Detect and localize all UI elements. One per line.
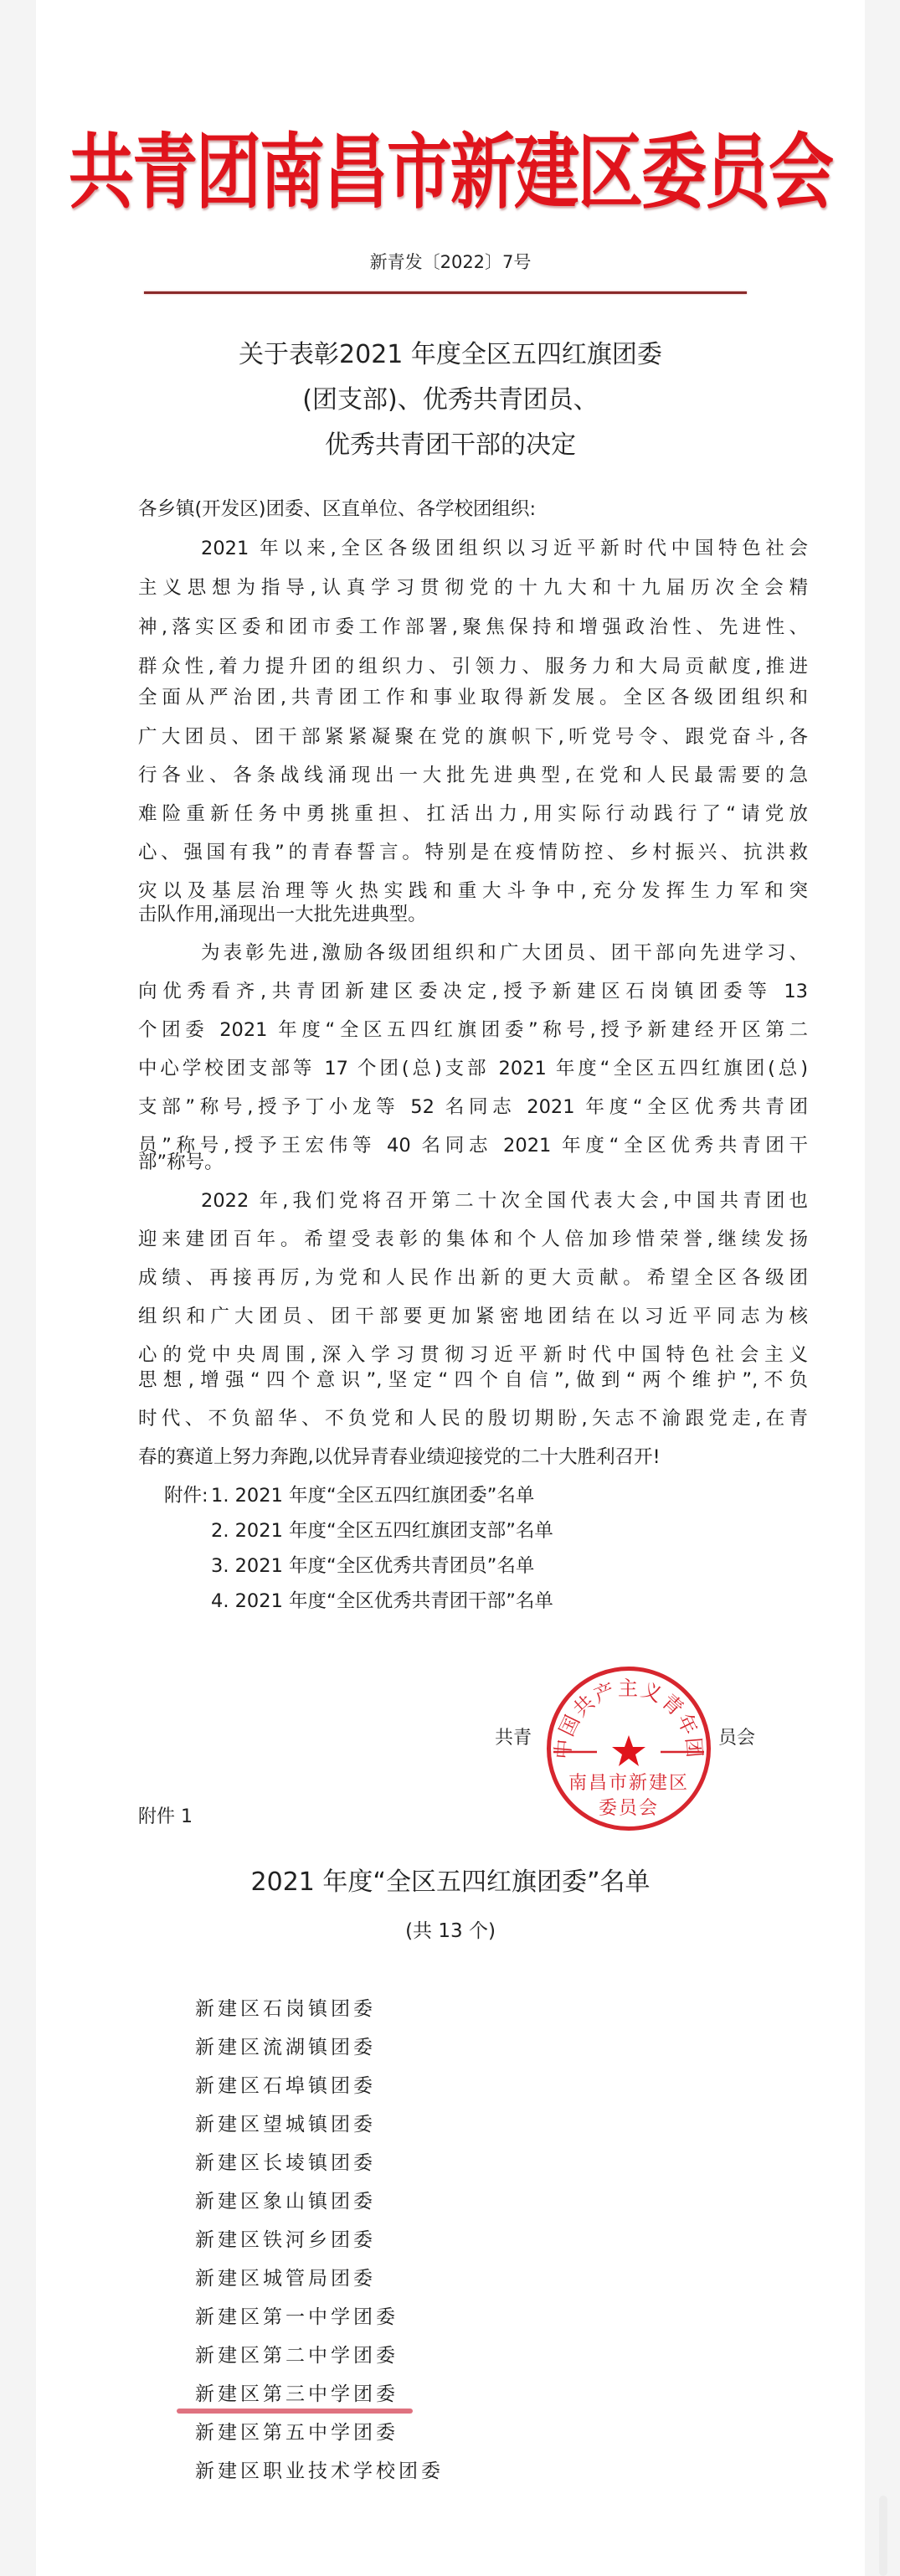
seal-graphic-icon [547,1667,711,1831]
annex-list-item: 新建区石埠镇团委 [195,2075,376,2097]
scrollbar[interactable] [879,2496,887,2576]
official-seal [547,1667,711,1831]
annex-label: 附件 1 [138,1806,193,1827]
attachment-item: 1. 2021 年度“全区五四红旗团委”名单 [211,1485,535,1507]
annex-list-item: 新建区石岗镇团委 [195,1998,376,2020]
annex-list-item-highlighted: 新建区第三中学团委 [195,2383,399,2405]
document-number: 新青发〔2022〕7号 [369,252,532,272]
paragraph-1-line: 灾以及基层治理等火热实践和重大斗争中,充分发挥生力军和突 [138,880,808,902]
paragraph-3-line: 思想,增强“四个意识”,坚定“四个自信”,做到“两个维护”,不负 [138,1369,808,1391]
paragraph-3-line: 2022 年,我们党将召开第二十次全国代表大会,中国共青团也 [201,1190,808,1212]
annex-count: (共 13 个) [405,1920,496,1942]
seal-bottom-text: 委员会 [598,1798,660,1819]
attachment-item: 4. 2021 年度“全区优秀共青团干部”名单 [211,1590,553,1612]
paragraph-1-line: 行各业、各条战线涌现出一大批先进典型,在党和人民最需要的急 [138,765,808,786]
header-divider [144,291,747,294]
paragraph-1-line: 群众性,着力提升团的组织力、引领力、服务力和大局贡献度,推进 [138,656,808,677]
paragraph-1-line: 击队作用,涌现出一大批先进典型。 [138,904,427,925]
paragraph-2-line: 为表彰先进,激励各级团组织和广大团员、团干部向先进学习、 [201,942,808,964]
salutation: 各乡镇(开发区)团委、区直单位、各学校团组织: [138,498,537,520]
paragraph-1-line: 难险重新任务中勇挑重担、扛活出力,用实际行动践行了“请党放 [138,803,808,825]
masthead-title: 共青团南昌市新建区委员会 [68,126,832,220]
paragraph-2-line: 员”称号,授予王宏伟等 40 名同志 2021 年度“全区优秀共青团干 [138,1135,808,1157]
paragraph-2-line: 中心学校团支部等 17 个团(总)支部 2021 年度“全区五四红旗团(总) [138,1058,808,1079]
attachment-item: 3. 2021 年度“全区优秀共青团员”名单 [211,1555,535,1577]
paragraph-2-line: 个团委 2021 年度“全区五四红旗团委”称号,授予新建经开区第二 [138,1019,808,1041]
annex-list-item: 新建区第五中学团委 [195,2422,399,2444]
annex-title: 2021 年度“全区五四红旗团委”名单 [250,1868,651,1897]
highlight-underline [177,2409,413,2414]
annex-list-item: 新建区职业技术学校团委 [195,2460,444,2482]
signature-text-left: 共青 [495,1728,532,1749]
document-page [36,0,865,2576]
paragraph-2-line: 向优秀看齐,共青团新建区委决定,授予新建区石岗镇团委等 13 [138,981,808,1002]
attachments-prefix: 附件: [164,1485,208,1507]
paragraph-1-line: 神,落实区委和团市委工作部署,聚焦保持和增强政治性、先进性、 [138,616,808,638]
paragraph-1-line: 心、强国有我”的青春誓言。特别是在疫情防控、乡村振兴、抗洪救 [138,842,808,863]
paragraph-1-line: 主义思想为指导,认真学习贯彻党的十九大和十九届历次全会精 [138,577,808,599]
paragraph-3-line: 时代、不负韶华、不负党和人民的殷切期盼,矢志不渝跟党走,在青 [138,1408,808,1430]
annex-list-item: 新建区流湖镇团委 [195,2037,376,2058]
document-title-line-3: 优秀共青团干部的决定 [325,430,576,460]
annex-list-item: 新建区城管局团委 [195,2268,376,2290]
signature-text-right: 员会 [718,1728,756,1749]
annex-list-item: 新建区第二中学团委 [195,2345,399,2367]
document-title-line-2: (团支部)、优秀共青团员、 [302,385,599,415]
paragraph-3-line: 心的党中央周围,深入学习贯彻习近平新时代中国特色社会主义 [138,1344,808,1366]
attachment-item: 2. 2021 年度“全区五四红旗团支部”名单 [211,1520,553,1542]
paragraph-3-line: 春的赛道上努力奔跑,以优异青春业绩迎接党的二十大胜利召开! [138,1446,661,1468]
annex-list-item: 新建区长堎镇团委 [195,2152,376,2174]
paragraph-3-line: 成绩、再接再厉,为党和人民作出新的更大贡献。希望全区各级团 [138,1267,808,1289]
paragraph-2-line: 部”称号。 [138,1151,224,1173]
document-title-line-1: 关于表彰2021 年度全区五四红旗团委 [239,340,662,369]
annex-list-item: 新建区象山镇团委 [195,2191,376,2213]
annex-list-item: 新建区铁河乡团委 [195,2229,376,2251]
paragraph-3-line: 迎来建团百年。希望受表彰的集体和个人倍加珍惜荣誉,继续发扬 [138,1229,808,1250]
annex-list-item: 新建区第一中学团委 [195,2306,399,2328]
seal-middle-text: 南昌市新建区 [568,1773,690,1794]
paragraph-1-line: 广大团员、团干部紧紧凝聚在党的旗帜下,听党号令、跟党奋斗,各 [138,726,808,748]
seal-arc-text: 中国共产主义青年团 [551,1677,707,1760]
annex-list-item: 新建区望城镇团委 [195,2114,376,2136]
paragraph-3-line: 组织和广大团员、团干部要更加紧密地团结在以习近平同志为核 [138,1306,808,1327]
paragraph-1-line: 2021 年以来,全区各级团组织以习近平新时代中国特色社会 [201,538,808,559]
paragraph-2-line: 支部”称号,授予丁小龙等 52 名同志 2021 年度“全区优秀共青团 [138,1096,808,1118]
paragraph-1-line: 全面从严治团,共青团工作和事业取得新发展。全区各级团组织和 [138,687,808,708]
